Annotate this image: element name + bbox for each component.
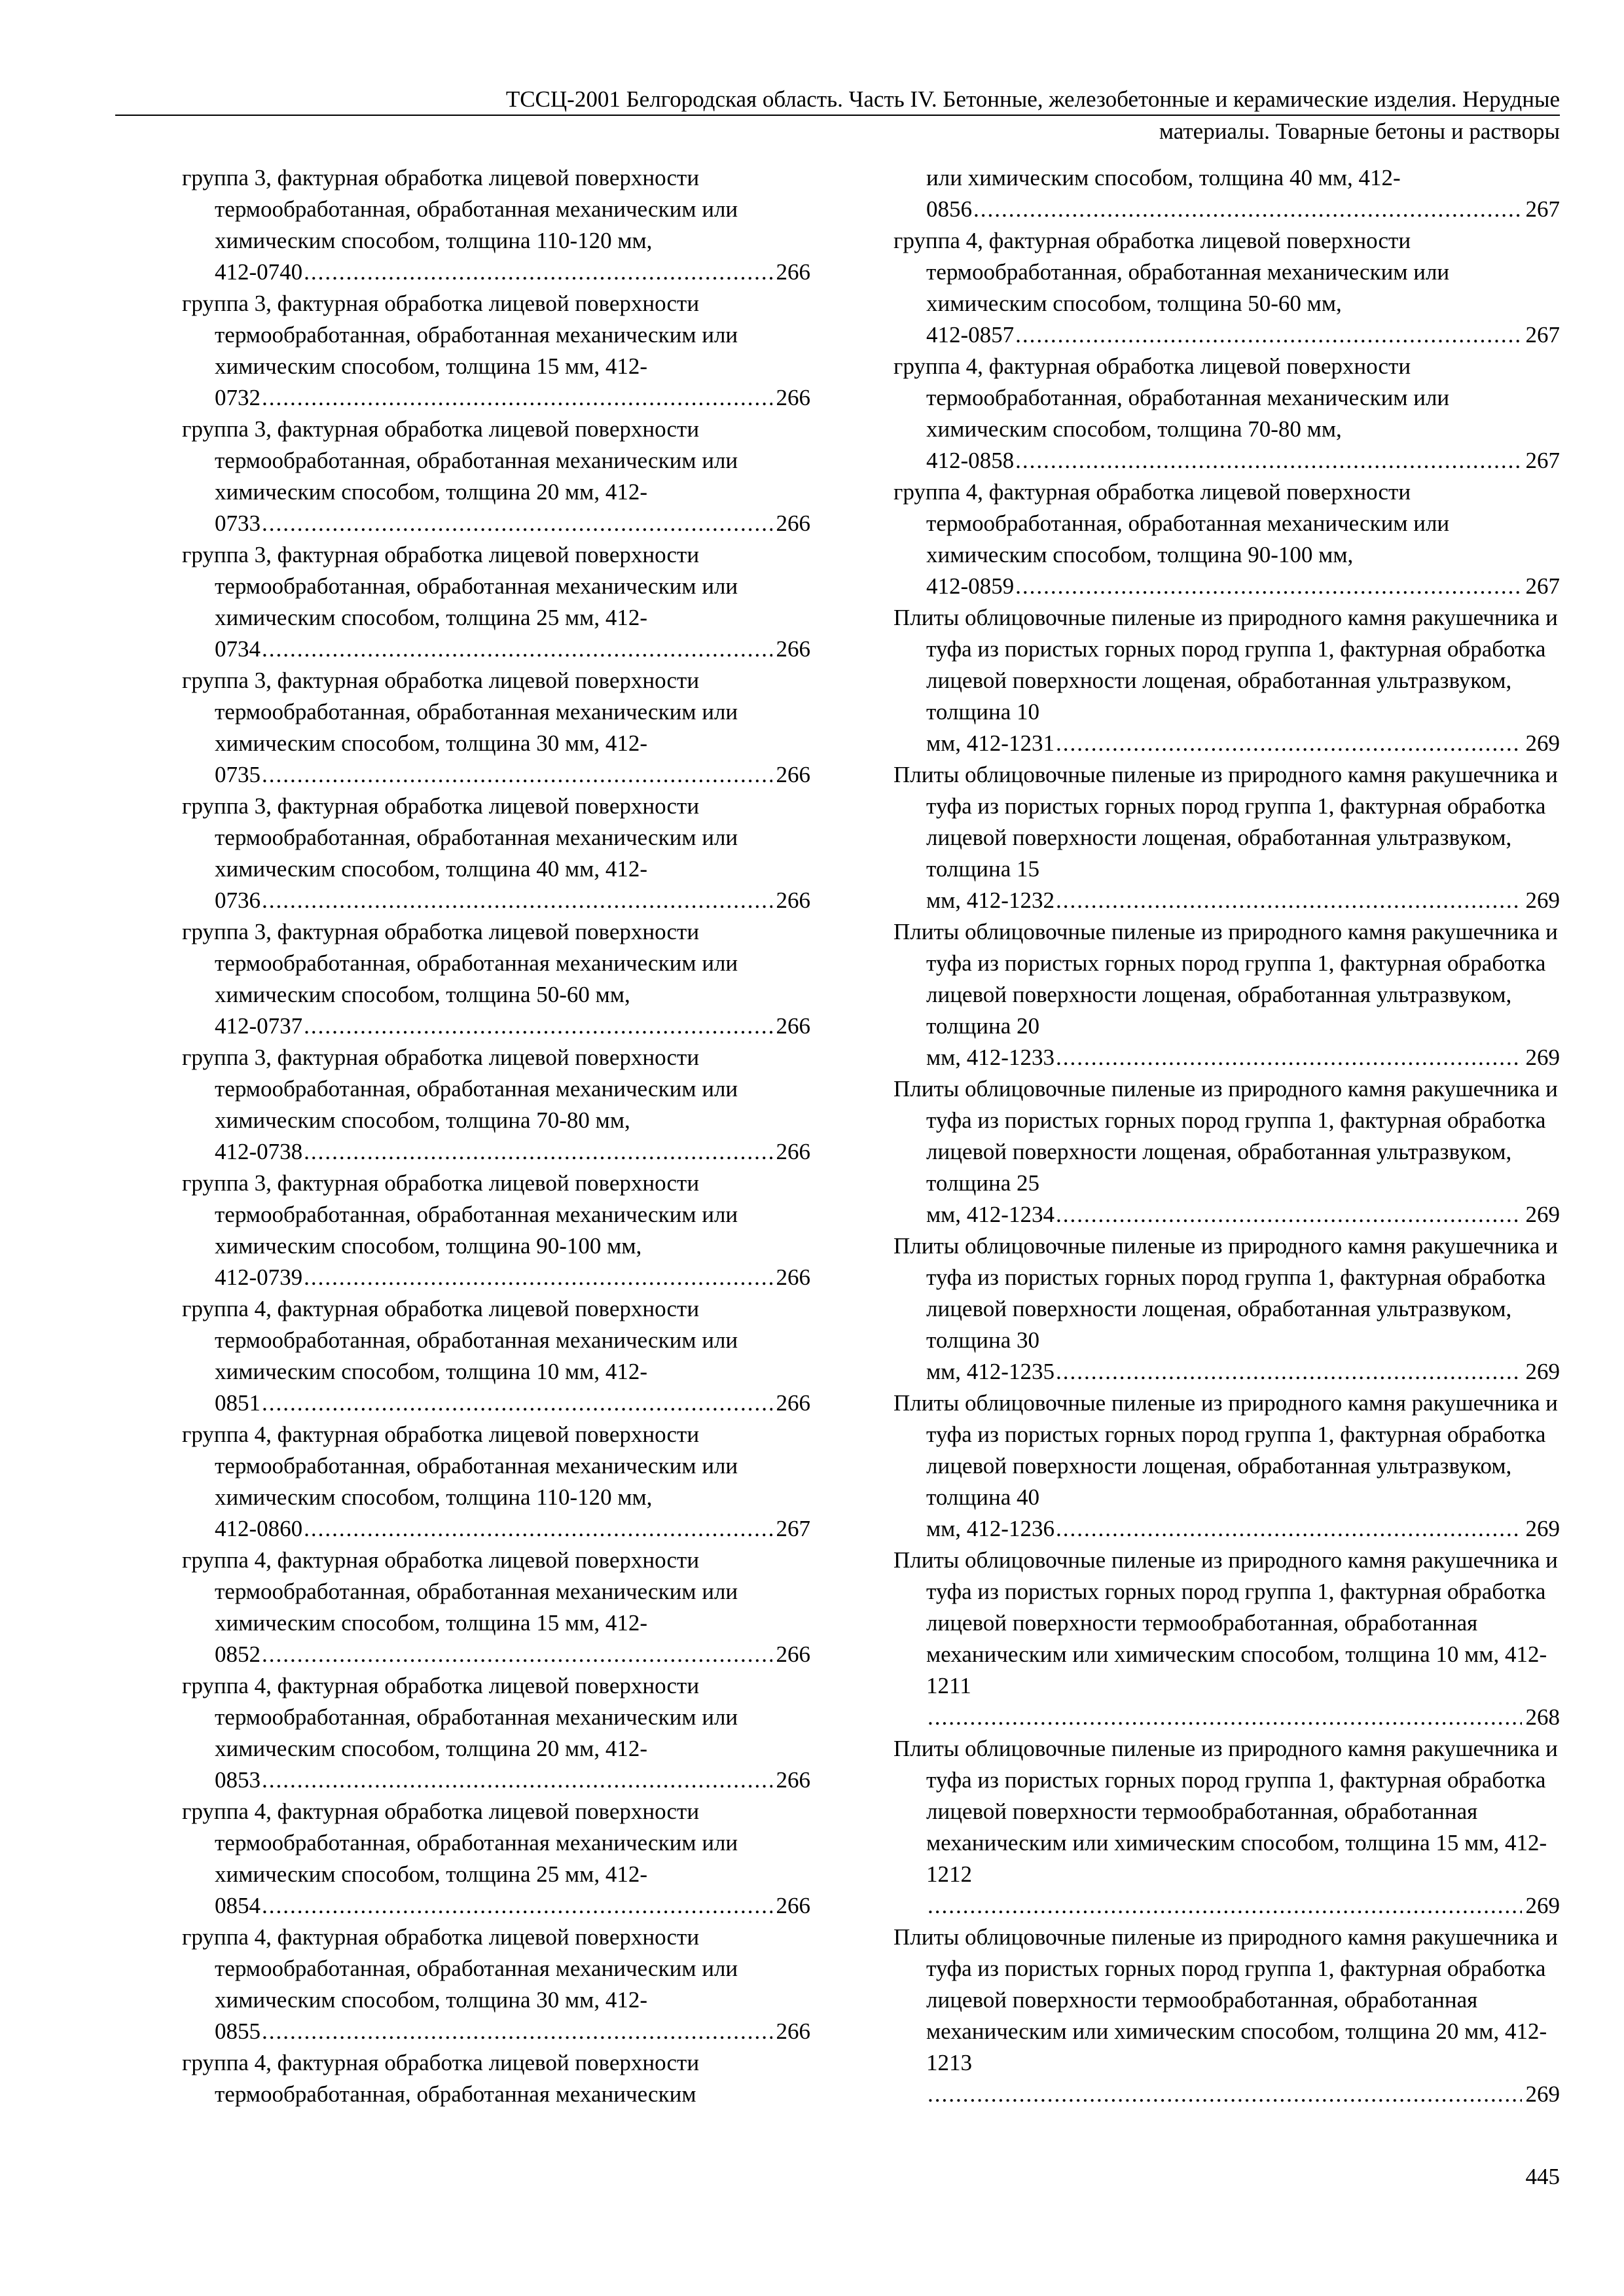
index-entry-code: 412-0858 [926,448,1015,473]
index-entry-leader-line [182,508,810,539]
index-entry-page: 266 [776,636,810,662]
index-entry [893,1922,1560,2110]
index-entry-leader-line [182,1388,810,1419]
index-entry-leader-line [182,634,810,665]
index-entry-leader-line [893,1042,1560,1073]
index-entry [182,665,810,791]
index-entry-page: 266 [776,385,810,410]
dot-leader [304,1011,772,1042]
index-entry-page: 266 [776,888,810,913]
index-entry-page: 266 [776,762,810,787]
index-entry [182,1670,810,1796]
dot-leader [304,257,772,288]
index-entry-text: Плиты облицовочные пиленые из природного камня ракушечника и туфа из пористых горных пород группа 1, фактурная обработка лицевой поверхности лощеная, обработанная ультразвуком, толщина 15 [893,762,1558,882]
index-entry-leader-line [893,728,1560,759]
dot-leader [928,2079,1522,2110]
dot-leader [262,759,772,791]
index-entry-page: 267 [1525,573,1560,599]
index-entry-text: группа 3, фактурная обработка лицевой поверхности термообработанная, обработанная механическим или химическим способом, толщина 40 мм, 412- [182,793,738,882]
index-entry-code: 0735 [215,762,261,787]
index-entry-text: группа 3, фактурная обработка лицевой поверхности термообработанная, обработанная механическим или химическим способом, толщина 70-80 мм, [182,1045,738,1133]
index-entry-code: 0856 [926,196,972,222]
index-entry-leader-line [893,319,1560,351]
index-entry-leader-line [893,885,1560,916]
index-entry-text: Плиты облицовочные пиленые из природного камня ракушечника и туфа из пористых горных пород группа 1, фактурная обработка лицевой поверхности лощеная, обработанная ультразвуком, толщина 10 [893,605,1558,725]
index-entry-page: 266 [776,1013,810,1039]
index-entry-code: 0734 [215,636,261,662]
dot-leader [262,1765,772,1796]
index-entry-code: мм, 412-1233 [926,1045,1055,1070]
index-entry-leader-line [182,1513,810,1545]
index-entry-code: 412-0738 [215,1139,303,1164]
index-entry [182,1545,810,1670]
index-entry-code: мм, 412-1232 [926,888,1055,913]
index-entry [893,1073,1560,1230]
index-entry-text: группа 3, фактурная обработка лицевой поверхности термообработанная, обработанная механическим или химическим способом, толщина 25 мм, 412- [182,542,738,630]
index-entry-code: 0733 [215,511,261,536]
index-entry [182,1042,810,1168]
index-entry-code: 412-0740 [215,259,303,285]
index-entry-leader-line [182,1262,810,1293]
dot-leader [262,634,772,665]
index-entry-page: 268 [1525,1704,1560,1730]
page-number: 445 [1525,2164,1560,2189]
index-entry-text: группа 4, фактурная обработка лицевой поверхности термообработанная, обработанная механическим или химическим способом, толщина 70-80 мм, [893,353,1450,442]
running-header [115,84,1560,147]
index-entry-code: 0736 [215,888,261,913]
index-entry-page: 266 [776,1641,810,1667]
index-entry-code: 0851 [215,1390,261,1416]
index-entry-leader-line [182,382,810,414]
index-entry-code: 0854 [215,1893,261,1918]
index-entry-page: 269 [1525,1516,1560,1541]
index-entry-page: 266 [776,1265,810,1290]
index-entry-text: Плиты облицовочные пиленые из природного камня ракушечника и туфа из пористых горных пород группа 1, фактурная обработка лицевой поверхности термообработанная, обработанная механическим или химическим способом, толщина 15 мм, 412-1212 [893,1736,1558,1887]
index-entry-page: 266 [776,1893,810,1918]
index-entry-text: группа 4, фактурная обработка лицевой поверхности термообработанная, обработанная механическим или химическим способом, толщина 50-60 мм, [893,228,1450,316]
dot-leader [304,1513,772,1545]
dot-leader [304,1262,772,1293]
index-entry-text: Плиты облицовочные пиленые из природного камня ракушечника и туфа из пористых горных пород группа 1, фактурная обработка лицевой поверхности термообработанная, обработанная механическим или химическим способом, толщина 10 мм, 412-1211 [893,1547,1558,1698]
index-entry [893,162,1560,225]
index-entry [893,225,1560,351]
index-entry [182,1293,810,1419]
dot-leader [1056,1356,1522,1388]
index-entry-page: 266 [776,1767,810,1793]
index-entry-page: 269 [1525,1045,1560,1070]
index-entry-page: 269 [1525,1202,1560,1227]
index-entry-code: мм, 412-1234 [926,1202,1055,1227]
index-entry [182,1168,810,1293]
index-entry-text: группа 4, фактурная обработка лицевой поверхности термообработанная, обработанная механическим или химическим способом, толщина 25 мм, 412- [182,1799,738,1887]
index-entry-page: 266 [776,511,810,536]
index-entry-text: группа 3, фактурная обработка лицевой поверхности термообработанная, обработанная механическим или химическим способом, толщина 50-60 мм, [182,919,738,1007]
index-entry [182,539,810,665]
dot-leader [262,885,772,916]
index-entry-code: мм, 412-1235 [926,1359,1055,1384]
index-entry-leader-line [182,759,810,791]
index-entry [893,1230,1560,1388]
dot-leader [1056,885,1522,916]
index-entry [182,916,810,1042]
index-entry [893,351,1560,476]
index-entry-code: 412-0859 [926,573,1015,599]
index-entry-text: Плиты облицовочные пиленые из природного камня ракушечника и туфа из пористых горных пород группа 1, фактурная обработка лицевой поверхности лощеная, обработанная ультразвуком, толщина 40 [893,1390,1558,1510]
index-entry-text: группа 3, фактурная обработка лицевой поверхности термообработанная, обработанная механическим или химическим способом, толщина 30 мм, 412- [182,668,738,756]
index-entry-text: группа 3, фактурная обработка лицевой поверхности термообработанная, обработанная механическим или химическим способом, толщина 20 мм, 412- [182,416,738,505]
index-entry-page: 269 [1525,1359,1560,1384]
dot-leader [928,1702,1522,1733]
index-entry-leader-line [182,2016,810,2047]
index-entry [893,1733,1560,1922]
index-entry-leader-line [893,1513,1560,1545]
index-entry-page: 267 [1525,448,1560,473]
dot-leader [1056,1199,1522,1230]
header-line-2: материалы. Товарные бетоны и растворы [1159,118,1560,144]
dot-leader [928,1890,1522,1922]
dot-leader [262,508,772,539]
index-entry [182,1922,810,2047]
index-entry-text: группа 4, фактурная обработка лицевой поверхности термообработанная, обработанная механическим или химическим способом, толщина 30 мм, 412- [182,1924,738,2013]
index-entry-leader-line [182,885,810,916]
index-entry-page: 269 [1525,888,1560,913]
index-entry [182,414,810,539]
index-entry-text: группа 3, фактурная обработка лицевой поверхности термообработанная, обработанная механическим или химическим способом, толщина 110-120 мм, [182,165,738,253]
index-entry-leader-line [182,1011,810,1042]
index-entry-text: Плиты облицовочные пиленые из природного камня ракушечника и туфа из пористых горных пород группа 1, фактурная обработка лицевой поверхности лощеная, обработанная ультразвуком, толщина 20 [893,919,1558,1039]
index-column-left [182,162,810,2110]
dot-leader [1015,571,1521,602]
index-entry-page: 269 [1525,1893,1560,1918]
index-entry-page: 266 [776,1139,810,1164]
dot-leader [1056,1042,1522,1073]
dot-leader [304,1136,772,1168]
index-entry-code: 412-0857 [926,322,1015,348]
index-entry-leader-line [893,1199,1560,1230]
index-entry-code: 412-0739 [215,1265,303,1290]
index-entry-text: группа 4, фактурная обработка лицевой поверхности термообработанная, обработанная механическим или химическим способом, толщина 15 мм, 412- [182,1547,738,1636]
dot-leader [262,1639,772,1670]
index-entry-leader-line [182,257,810,288]
index-entry-text: группа 4, фактурная обработка лицевой поверхности термообработанная, обработанная механическим или химическим способом, толщина 110-120 мм, [182,1422,738,1510]
index-entry-page: 269 [1525,730,1560,756]
dot-leader [1015,445,1521,476]
index-entry [182,791,810,916]
dot-leader [262,1388,772,1419]
index-entry-text: или химическим способом, толщина 40 мм, 412- [926,165,1401,190]
index-entry-text: Плиты облицовочные пиленые из природного камня ракушечника и туфа из пористых горных пород группа 1, фактурная обработка лицевой поверхности термообработанная, обработанная механическим или химическим способом, толщина 20 мм, 412-1213 [893,1924,1558,2075]
dot-leader [262,382,772,414]
dot-leader [1056,728,1522,759]
index-entry-page: 267 [1525,196,1560,222]
index-entry-code: мм, 412-1231 [926,730,1055,756]
index-entry-leader-line [893,571,1560,602]
index-entry-leader-line [893,1356,1560,1388]
index-entry-leader-line [893,1702,1560,1733]
index-entry-leader-line [893,445,1560,476]
index-entry [182,1796,810,1922]
index-column-right [893,162,1560,2110]
index-entry [893,1388,1560,1545]
dot-leader [1056,1513,1522,1545]
index-entry-page: 266 [776,1390,810,1416]
index-entry-leader-line [182,1639,810,1670]
index-entry-text: группа 4, фактурная обработка лицевой поверхности термообработанная, обработанная механическим или химическим способом, толщина 90-100 мм, [893,479,1450,567]
index-entry-text: Плиты облицовочные пиленые из природного камня ракушечника и туфа из пористых горных пород группа 1, фактурная обработка лицевой поверхности лощеная, обработанная ультразвуком, толщина 30 [893,1233,1558,1353]
index-entry-code: мм, 412-1236 [926,1516,1055,1541]
index-entry-page: 267 [776,1516,810,1541]
index-entry [893,759,1560,916]
index-entry-code: 412-0737 [215,1013,303,1039]
index-entry [893,476,1560,602]
index-entry-page: 266 [776,259,810,285]
index-entry-leader-line [182,1136,810,1168]
index-entry-code: 0852 [215,1641,261,1667]
index-entry-text: группа 3, фактурная обработка лицевой поверхности термообработанная, обработанная механическим или химическим способом, толщина 90-100 мм, [182,1170,738,1259]
index-entry-leader-line [893,1890,1560,1922]
dot-leader [973,194,1522,225]
index-entry [182,2047,810,2110]
index-entry [182,288,810,414]
index-entry-code: 412-0860 [215,1516,303,1541]
index-entry [182,162,810,288]
index-entry [182,1419,810,1545]
index-entry [893,602,1560,759]
index-entry-code: 0732 [215,385,261,410]
index-entry-leader-line [893,194,1560,225]
index-entry-leader-line [893,2079,1560,2110]
index-entry-text: Плиты облицовочные пиленые из природного камня ракушечника и туфа из пористых горных пород группа 1, фактурная обработка лицевой поверхности лощеная, обработанная ультразвуком, толщина 25 [893,1076,1558,1196]
dot-leader [262,1890,772,1922]
index-entry-page: 267 [1525,322,1560,348]
index-entry-text: группа 4, фактурная обработка лицевой поверхности термообработанная, обработанная механическим или химическим способом, толщина 20 мм, 412- [182,1673,738,1761]
index-entry-code: 0853 [215,1767,261,1793]
index-entry-page: 269 [1525,2081,1560,2107]
index-entry [893,916,1560,1073]
index-entry-leader-line [182,1890,810,1922]
index-entry [893,1545,1560,1733]
index-entry-leader-line [182,1765,810,1796]
index-entry-text: группа 3, фактурная обработка лицевой поверхности термообработанная, обработанная механическим или химическим способом, толщина 15 мм, 412- [182,291,738,379]
index-entry-text: группа 4, фактурная обработка лицевой поверхности термообработанная, обработанная механическим или химическим способом, толщина 10 мм, 412- [182,1296,738,1384]
header-line-1: ТССЦ-2001 Белгородская область. Часть IV. Бетонные, железобетонные и керамические изделия. Нерудные [505,86,1560,112]
index-entry-code: 0855 [215,2018,261,2044]
dot-leader [262,2016,772,2047]
dot-leader [1015,319,1521,351]
index-entry-page: 266 [776,2018,810,2044]
index-entry-text: группа 4, фактурная обработка лицевой поверхности термообработанная, обработанная механическим [182,2050,700,2107]
